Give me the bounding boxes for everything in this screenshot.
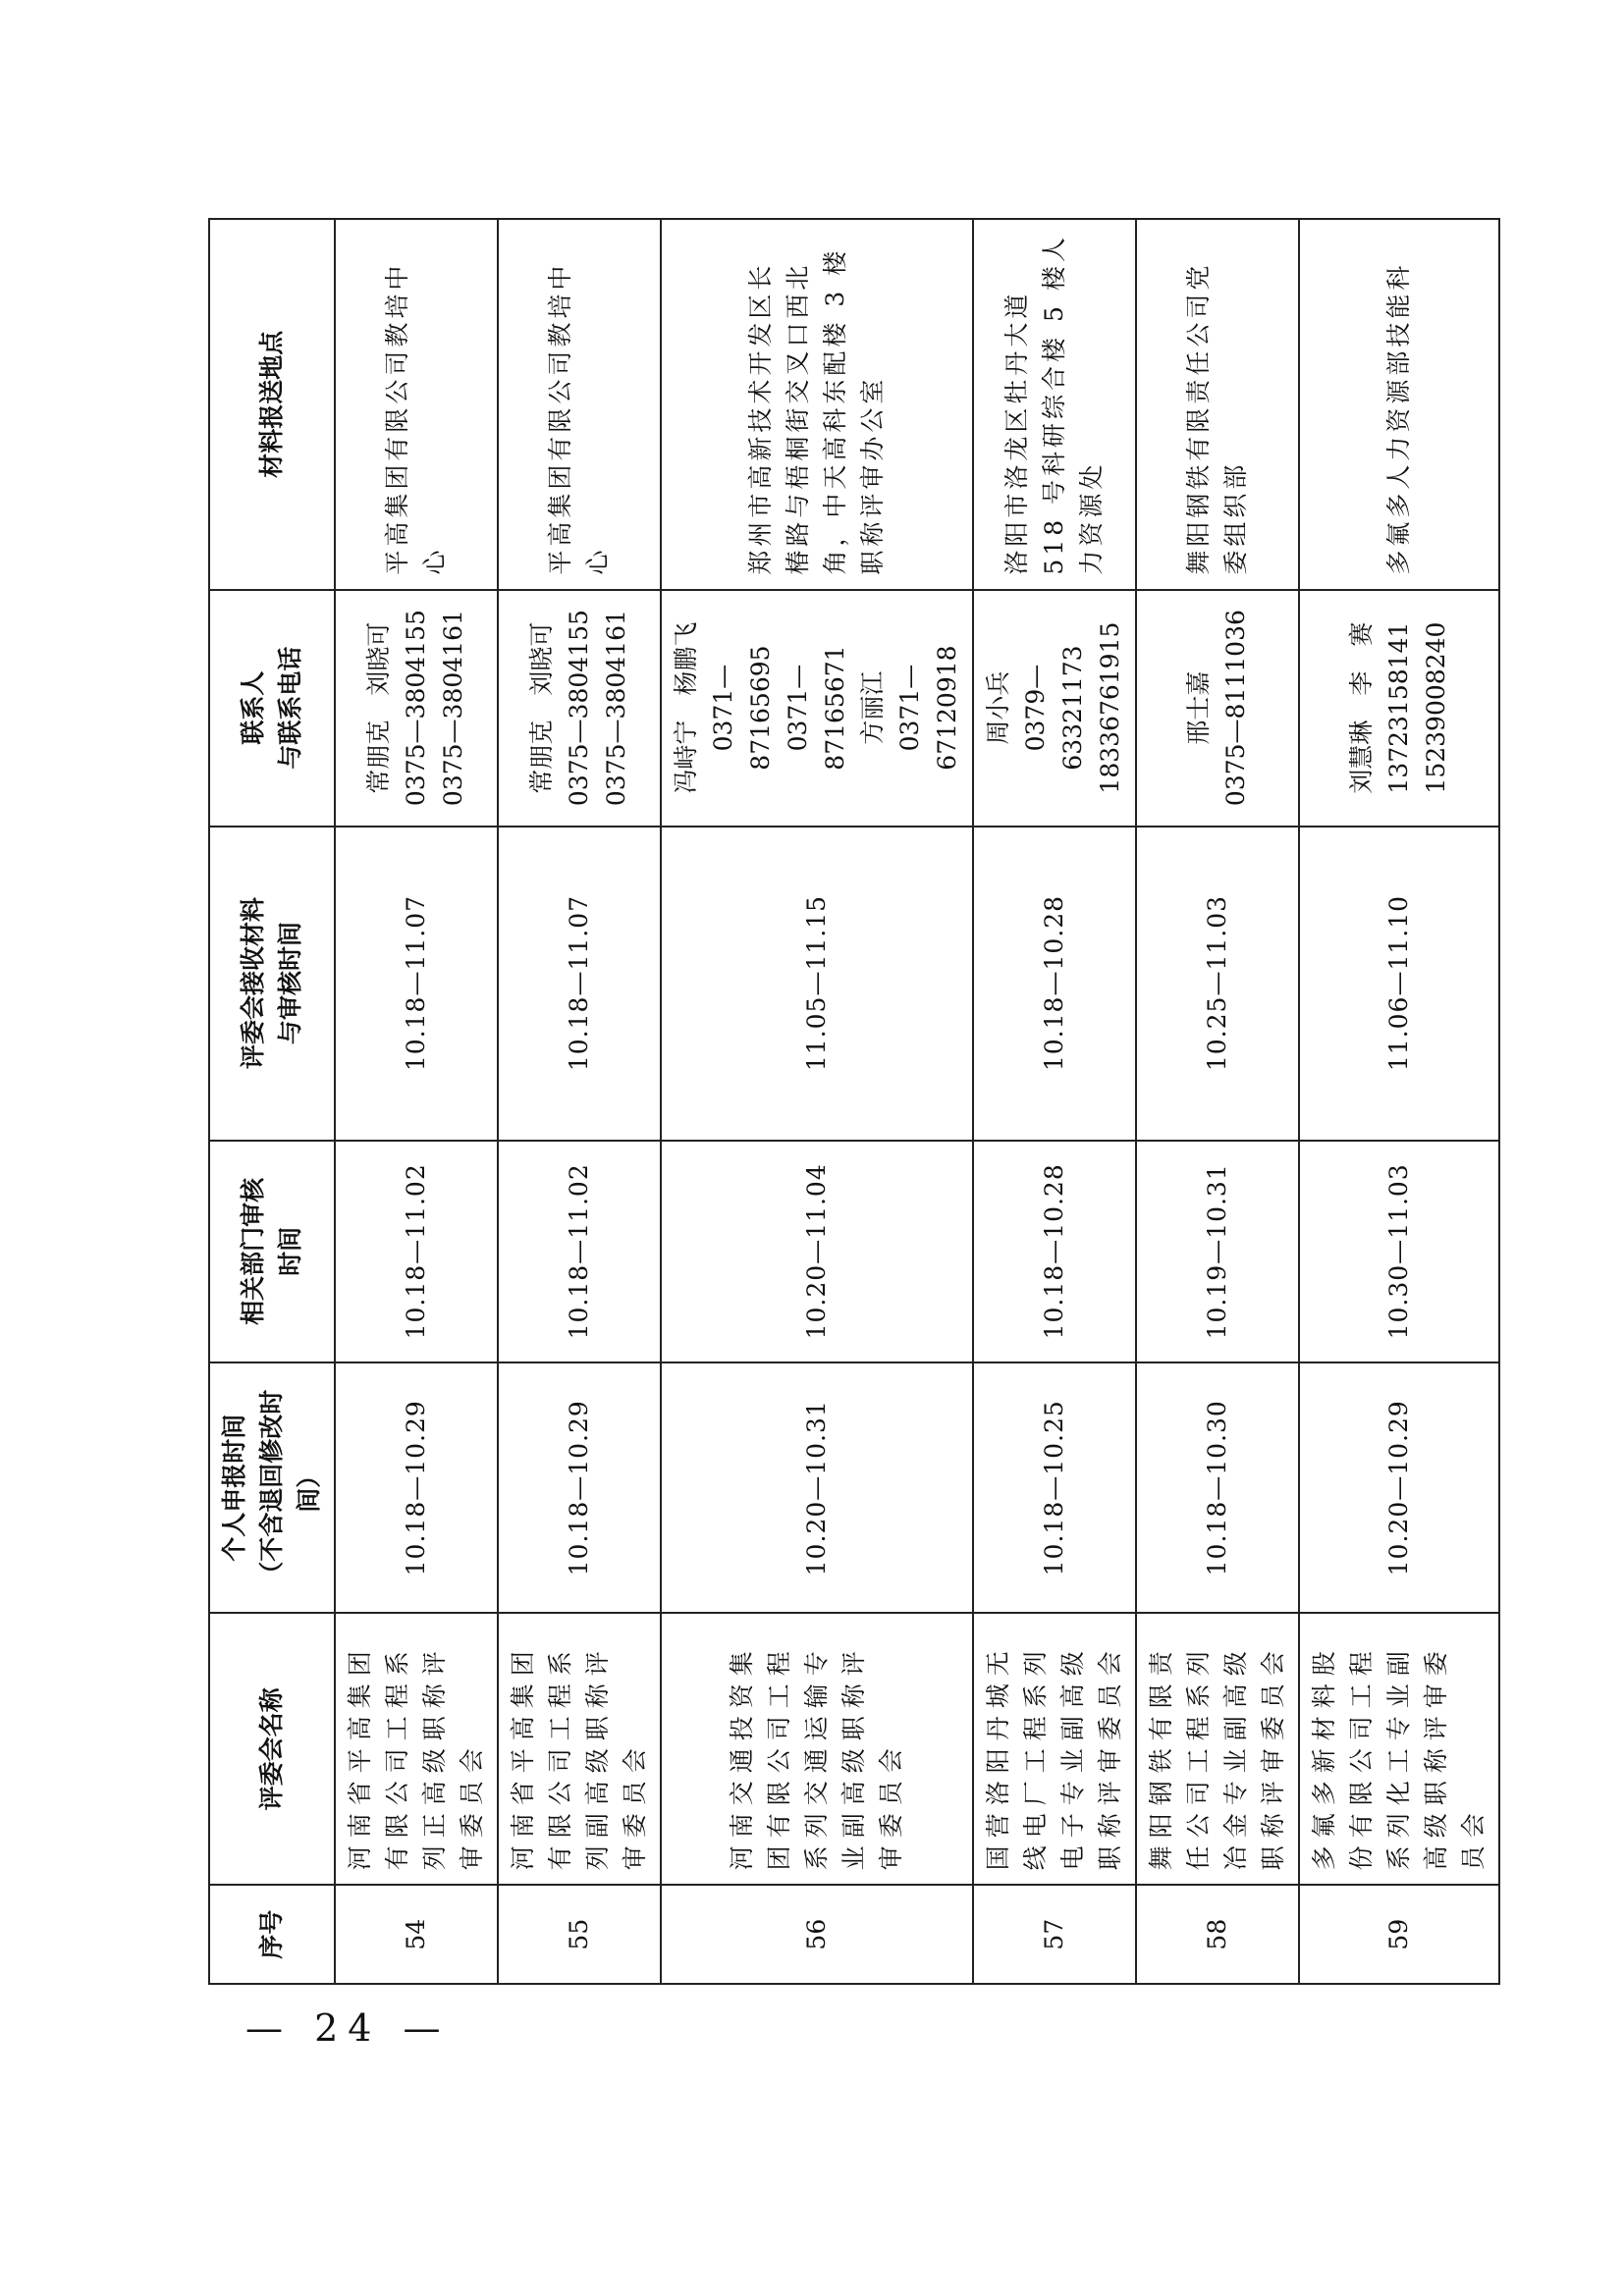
row-address: 郑州市高新技术开发区长椿路与梧桐街交叉口西北角，中天高科东配楼 3 楼职称评审办公室 <box>661 219 973 590</box>
row-no: 56 <box>661 1885 973 1984</box>
row-name: 河南省平高集团有限公司工程系列正高级职称评审委员会 <box>335 1613 498 1885</box>
row-personal: 10.18—10.25 <box>973 1362 1136 1613</box>
header-review: 评委会接收材料 与审核时间 <box>209 827 335 1141</box>
rotated-table-wrapper <box>208 218 1488 1985</box>
row-personal: 10.18—10.29 <box>335 1362 498 1613</box>
row-contact: 邢士嘉 0375—8111036 <box>1136 590 1299 827</box>
row-address: 平高集团有限公司教培中心 <box>335 219 498 590</box>
table-row <box>973 219 1136 1984</box>
table-row <box>335 219 498 1984</box>
row-review: 11.06—11.10 <box>1299 827 1499 1141</box>
row-review: 10.25—11.03 <box>1136 827 1299 1141</box>
row-no: 54 <box>335 1885 498 1984</box>
row-contact: 周小兵 0379—63321173 18336761915 <box>973 590 1136 827</box>
row-contact: 常朋克 刘晓可 0375—3804155 0375—3804161 <box>498 590 661 827</box>
row-name: 多氟多新材料股份有限公司工程系列化工专业副高级职称评审委员会 <box>1299 1613 1499 1885</box>
row-dept: 10.20—11.04 <box>661 1141 973 1363</box>
row-personal: 10.18—10.30 <box>1136 1362 1299 1613</box>
header-contact: 联系人 与联系电话 <box>209 590 335 827</box>
row-name: 国营洛阳丹城无线电厂工程系列电子专业副高级职称评审委员会 <box>973 1613 1136 1885</box>
row-no: 57 <box>973 1885 1136 1984</box>
row-contact: 刘慧琳 李 赛 13723158141 15239008240 <box>1299 590 1499 827</box>
row-dept: 10.18—11.02 <box>498 1141 661 1363</box>
table-row <box>1299 219 1499 1984</box>
row-address: 多氟多人力资源部技能科 <box>1299 219 1499 590</box>
table-row <box>1136 219 1299 1984</box>
row-no: 59 <box>1299 1885 1499 1984</box>
header-address: 材料报送地点 <box>209 219 335 590</box>
header-dept: 相关部门审核 时间 <box>209 1141 335 1363</box>
row-personal: 10.20—10.31 <box>661 1362 973 1613</box>
row-review: 10.18—11.07 <box>335 827 498 1141</box>
row-name: 河南交通投资集团有限公司工程系列交通运输专业副高级职称评审委员会 <box>661 1613 973 1885</box>
header-no: 序号 <box>209 1885 335 1984</box>
row-review: 10.18—10.28 <box>973 827 1136 1141</box>
row-contact: 常朋克 刘晓可 0375—3804155 0375—3804161 <box>335 590 498 827</box>
row-name: 舞阳钢铁有限责任公司工程系列冶金专业副高级职称评审委员会 <box>1136 1613 1299 1885</box>
row-address: 舞阳钢铁有限责任公司党委组织部 <box>1136 219 1299 590</box>
row-address: 洛阳市洛龙区牡丹大道 518 号科研综合楼 5 楼人力资源处 <box>973 219 1136 590</box>
header-row <box>209 219 335 1984</box>
evaluation-schedule-table <box>208 218 1500 1985</box>
row-no: 55 <box>498 1885 661 1984</box>
row-dept: 10.19—10.31 <box>1136 1141 1299 1363</box>
page-number: — 24 — <box>245 2006 451 2050</box>
row-personal: 10.20—10.29 <box>1299 1362 1499 1613</box>
header-personal: 个人申报时间 （不含退回修改时间） <box>209 1362 335 1613</box>
table-row <box>498 219 661 1984</box>
row-personal: 10.18—10.29 <box>498 1362 661 1613</box>
row-review: 10.18—11.07 <box>498 827 661 1141</box>
row-contact: 冯峙宁 杨鹏飞 0371—87165695 0371—87165671 方丽江 0371—67120918 <box>661 590 973 827</box>
table-row <box>661 219 973 1984</box>
row-dept: 10.30—11.03 <box>1299 1141 1499 1363</box>
row-review: 11.05—11.15 <box>661 827 973 1141</box>
row-dept: 10.18—11.02 <box>335 1141 498 1363</box>
row-name: 河南省平高集团有限公司工程系列副高级职称评审委员会 <box>498 1613 661 1885</box>
header-name: 评委会名称 <box>209 1613 335 1885</box>
row-no: 58 <box>1136 1885 1299 1984</box>
row-dept: 10.18—10.28 <box>973 1141 1136 1363</box>
row-address: 平高集团有限公司教培中心 <box>498 219 661 590</box>
